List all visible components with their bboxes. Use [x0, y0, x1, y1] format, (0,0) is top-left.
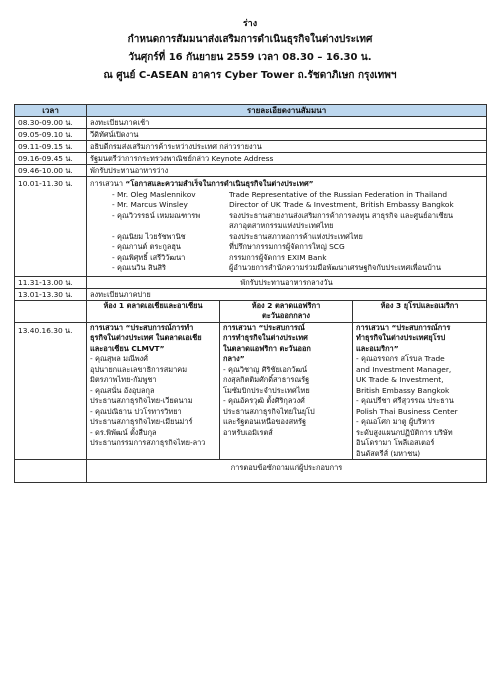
panel-speaker-line	[90, 232, 483, 243]
qa-row	[15, 460, 487, 483]
table-row	[15, 288, 487, 300]
speaker-role: รองประธานสภาหอการค้าแห่งประเทศไทย	[229, 231, 363, 241]
panel-speaker-line	[90, 263, 483, 274]
sessions-row	[15, 322, 487, 460]
session-line: - คุณอโศก มาตู ผู้บริหาร	[356, 417, 435, 426]
row-time: 13.01-13.30 น.	[15, 288, 87, 300]
draft-label: ร่าง	[242, 19, 258, 29]
panel-speaker-line	[90, 190, 483, 201]
panel-speaker-line	[90, 200, 483, 211]
session-line: ธุรกิจในต่างประเทศ ในตลาดเอเชีย	[90, 333, 202, 342]
table-row	[15, 117, 487, 129]
session-line: UK Trade & Investment,	[356, 375, 444, 384]
session-line: กงสุลกิตติมศักดิ์สาธารณรัฐ	[223, 375, 310, 384]
session-line: - คุณสุพล มณีพงศ์	[90, 354, 148, 363]
panel-detail	[87, 177, 487, 277]
speaker-name: - คุณเนวิน สินสิริ	[112, 263, 166, 272]
speaker-role: ที่ปรึกษากรรมการผู้จัดการใหญ่ SCG	[229, 242, 345, 251]
speaker-name: - คุณพิศุทธิ์ เสรีวิวัฒนา	[112, 252, 186, 262]
row-time: 09.46-10.00 น.	[15, 165, 87, 177]
speaker-role: สภาอุตสาหกรรมแห่งประเทศไทย	[229, 221, 334, 230]
session-line: และรัฐตอนเหนือของสหรัฐ	[223, 417, 307, 426]
document-title: กำหนดการสัมมนาส่งเสริมการดำเนินธุรกิจในต่างประเทศ	[127, 34, 373, 45]
speaker-role: ผู้อำนวยการสำนักความร่วมมือพัฒนาเศรษฐกิจกับประเทศเพื่อนบ้าน	[229, 263, 442, 272]
session-line: - คุณวิชาญ ศิริชัยเอกวัฒน์	[223, 364, 308, 374]
row-detail: ลงทะเบียนภาคบ่าย	[87, 288, 487, 300]
session-line: - คุณปณิธาน ปวโรทารวิทยา	[90, 406, 182, 416]
row-detail: อธิบดีกรมส่งเสริมการค้าระหว่างประเทศ กล่าวรายงาน	[87, 141, 487, 153]
table-row	[15, 141, 487, 153]
table-row	[15, 129, 487, 141]
panel-speaker-line	[90, 211, 483, 222]
panel-prefix: การเสวนา	[90, 179, 126, 188]
panel-row	[15, 177, 487, 277]
session-line: โมซัมบิกประจำประเทศไทย	[223, 385, 310, 395]
session-line: ในตลาดแอฟริกา ตะวันออก	[223, 343, 311, 353]
session-line: อินโดรามา โพลีเอสเตอร์	[356, 438, 435, 447]
row-time: 13.40.16.30 น.	[15, 322, 87, 460]
agenda-table	[14, 104, 487, 483]
qa-detail: การตอบข้อซักถามแก่ผู้ประกอบการ	[87, 460, 487, 483]
session-line: ระดับสูงแผนกปฏิบัติการ บริษัท	[356, 427, 453, 437]
panel-topic-line	[90, 179, 483, 190]
rooms-header-row	[15, 300, 487, 322]
speaker-name: - Mr. Oleg Maslennikov	[112, 189, 196, 199]
room3-session	[353, 322, 487, 460]
session-line: และอเมริกา”	[356, 343, 399, 353]
session-line: และอาเซียน CLMVT”	[90, 343, 165, 353]
session-line: อาหรับเอมิเรตส์	[223, 427, 273, 437]
room1-session	[87, 322, 220, 460]
empty-cell	[15, 300, 87, 322]
room1-title: ห้อง 1 ตลาดเอเชียและอาเซียน	[87, 300, 220, 322]
row-time: 10.01-11.30 น.	[15, 177, 87, 277]
table-row	[15, 276, 487, 288]
row-detail: วีดิทัศน์เปิดงาน	[87, 129, 487, 141]
session-line: - คุณสนั่น อังอุบลกุล	[90, 385, 155, 395]
session-line: การเสวนา “ประสบการณ์การทำ	[90, 322, 194, 332]
row-time: 09.16-09.45 น.	[15, 153, 87, 165]
speaker-name: - คุณนิยม ไวยรัชพานิช	[112, 231, 186, 241]
speaker-role: กรรมการผู้จัดการ EXIM Bank	[229, 252, 327, 262]
panel-topic: “โอกาสและความสำเร็จในการดำเนินธุรกิจในต่างประเทศ”	[125, 179, 314, 188]
session-line: - คุณอรรถกร สโรบล Trade	[356, 354, 445, 363]
empty-cell	[15, 460, 87, 483]
session-line: การเสวนา “ประสบการณ์	[223, 322, 305, 332]
room2-title: ห้อง 2 ตลาดแอฟริกา ตะวันออกกลาง	[220, 300, 353, 322]
date-line: วันศุกร์ที่ 16 กันยายน 2559 เวลา 08.30 – 16.30 น.	[128, 52, 372, 63]
row-time: 11.31-13.00 น.	[15, 276, 87, 288]
table-header-row	[15, 105, 487, 117]
session-line: Polish Thai Business Center	[356, 406, 458, 416]
speaker-name: - คุณวิวรรธน์ เหมมณฑารพ	[112, 210, 201, 220]
venue-line: ณ ศูนย์ C-ASEAN อาคาร Cyber Tower ถ.รัชดาภิเษก กรุงเทพฯ	[103, 70, 397, 81]
session-line: and Investment Manager,	[356, 364, 452, 374]
room3-title: ห้อง 3 ยุโรปและอเมริกา	[353, 300, 487, 322]
session-line: อินดัสตรีส์ (มหาชน)	[356, 448, 421, 458]
session-line: ประธานสภาธุรกิจไทยในยุโป	[223, 406, 315, 416]
table-row	[15, 153, 487, 165]
speaker-role: รองประธานสายงานส่งเสริมการค้าการลงทุน สาธุรกิจ และศูนย์อาเซียน	[229, 210, 453, 220]
session-line: กลาง”	[223, 354, 245, 363]
col-time-header: เวลา	[15, 105, 87, 117]
row-detail: พักรับประทานอาหารกลางวัน	[87, 276, 487, 288]
session-line: ประธานสภาธุรกิจไทย-เมียนม่าร์	[90, 417, 193, 426]
row-time: 09.11-09.15 น.	[15, 141, 87, 153]
speaker-name: - Mr. Marcus Winsley	[112, 200, 188, 209]
speaker-name: - คุณกานต์ ตระกูลฮุน	[112, 242, 181, 251]
row-detail: รัฐมนตรีว่าการกระทรวงพาณิชย์กล่าว Keynote Address	[87, 153, 487, 165]
row-time: 09.05-09.10 น.	[15, 129, 87, 141]
session-line: การเสวนา “ประสบการณ์การ	[356, 322, 451, 332]
session-line: British Embassy Bangkok	[356, 385, 450, 395]
panel-speaker-line	[90, 253, 483, 264]
session-line: การทำธุรกิจในต่างประเทศ	[223, 333, 308, 342]
session-line: ประธานสภาธุรกิจไทย-เวียดนาม	[90, 396, 193, 405]
session-line: ทำธุรกิจในต่างประเทศยุโรป	[356, 333, 446, 342]
row-detail: พักรับประทานอาหารว่าง	[87, 165, 487, 177]
session-line: อุปนายกและเลขาธิการสมาคม	[90, 364, 188, 374]
speaker-role: Director of UK Trade & Investment, British Embassy Bangkok	[229, 200, 454, 209]
panel-speaker-line	[90, 221, 483, 232]
panel-speaker-line	[90, 242, 483, 253]
room2-session	[220, 322, 353, 460]
col-detail-header: รายละเอียดงานสัมมนา	[87, 105, 487, 117]
session-line: - คุณปรีชา ศรีสุวรรณ ประธาน	[356, 396, 454, 405]
session-line: ประธานกรรมการสภาธุรกิจไทย-ลาว	[90, 438, 206, 447]
session-line: มิตรภาพไทย-กัมพูชา	[90, 375, 157, 384]
session-line: - ดร.พิพัฒน์ ตั้งสืบกุล	[90, 427, 157, 437]
speaker-role: Trade Representative of the Russian Federation in Thailand	[229, 189, 448, 199]
row-time: 08.30-09.00 น.	[15, 117, 87, 129]
panel-speakers	[90, 190, 483, 274]
table-row	[15, 165, 487, 177]
session-line: - คุณอัครวุฒิ ตั้งศิริกุลวงศ์	[223, 396, 305, 405]
row-detail: ลงทะเบียนภาคเช้า	[87, 117, 487, 129]
